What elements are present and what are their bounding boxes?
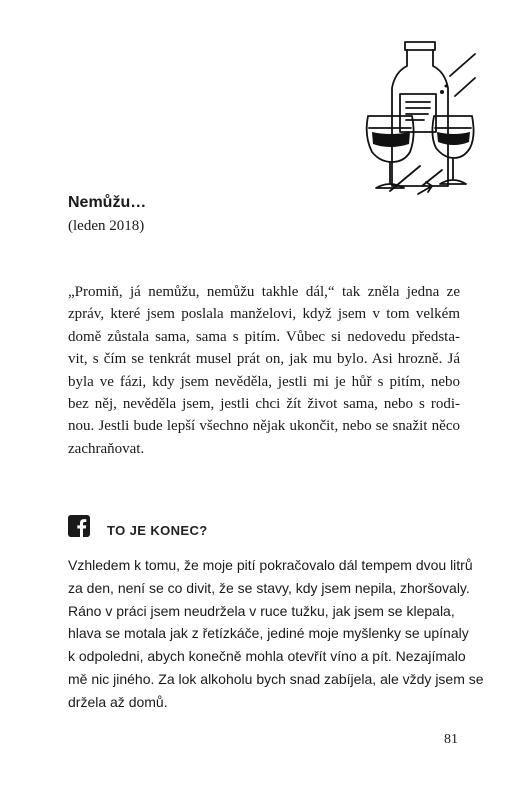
paragraph-line: hlava se motala jak z řetízkáče, jediné moje myšlenky se upínaly: [68, 625, 469, 642]
paragraph-line: zachraňovat.: [68, 440, 145, 457]
body-paragraph: [68, 554, 484, 714]
paragraph-line: byla ve fázi, kdy jsem nevěděla, jestli mi je hůř s pitím, nebo: [68, 373, 460, 390]
intro-paragraph: [68, 281, 460, 460]
paragraph-line: držela až domů.: [68, 693, 168, 710]
paragraph-line: Vzhledem k tomu, že moje pití pokračovalo dál tempem dvou litrů: [68, 557, 473, 573]
paragraph-line: „Promiň, já nemůžu, nemůžu takhle dál,“ tak zněla jedna ze: [68, 284, 460, 300]
paragraph-line: domě zůstala sama, sama s pitím. Vůbec si nedovedu předsta-: [68, 328, 460, 345]
chapter-date: (leden 2018): [68, 218, 145, 234]
paragraph-line: k odpoledni, abych konečně mohla otevřít víno a pít. Nezajímalo: [68, 648, 466, 665]
page-number: 81: [444, 732, 458, 747]
paragraph-line: zpráv, které jsem poslala manželovi, když jsem v tom velkém: [68, 306, 460, 323]
paragraph-line: Ráno v práci jsem neudržela v ruce tužku, jak jsem se klepala,: [68, 602, 455, 619]
facebook-icon: [68, 515, 90, 537]
chapter-title: Nemůžu…: [68, 194, 147, 211]
paragraph-line: nou. Jestli bude lepší všechno nějak ukončit, nebo se snažit něco: [68, 418, 460, 435]
section-heading: TO JE KONEC?: [107, 523, 208, 538]
paragraph-line: za den, není se co divit, že se stavy, kdy jsem nepila, zhoršovaly.: [68, 579, 470, 596]
wine-bottle-glasses-illustration: [350, 36, 480, 198]
paragraph-line: vit, s čím se tenkrát musel prát on, jak mu bylo. Asi hrozně. Já: [68, 351, 460, 368]
paragraph-line: mě nic jiného. Za lok alkoholu bych snad zabíjela, ale vždy jsem se: [68, 670, 484, 687]
paragraph-line: bez něj, nevěděla jsem, jestli chci žít život sama, nebo s rodi-: [68, 396, 460, 413]
